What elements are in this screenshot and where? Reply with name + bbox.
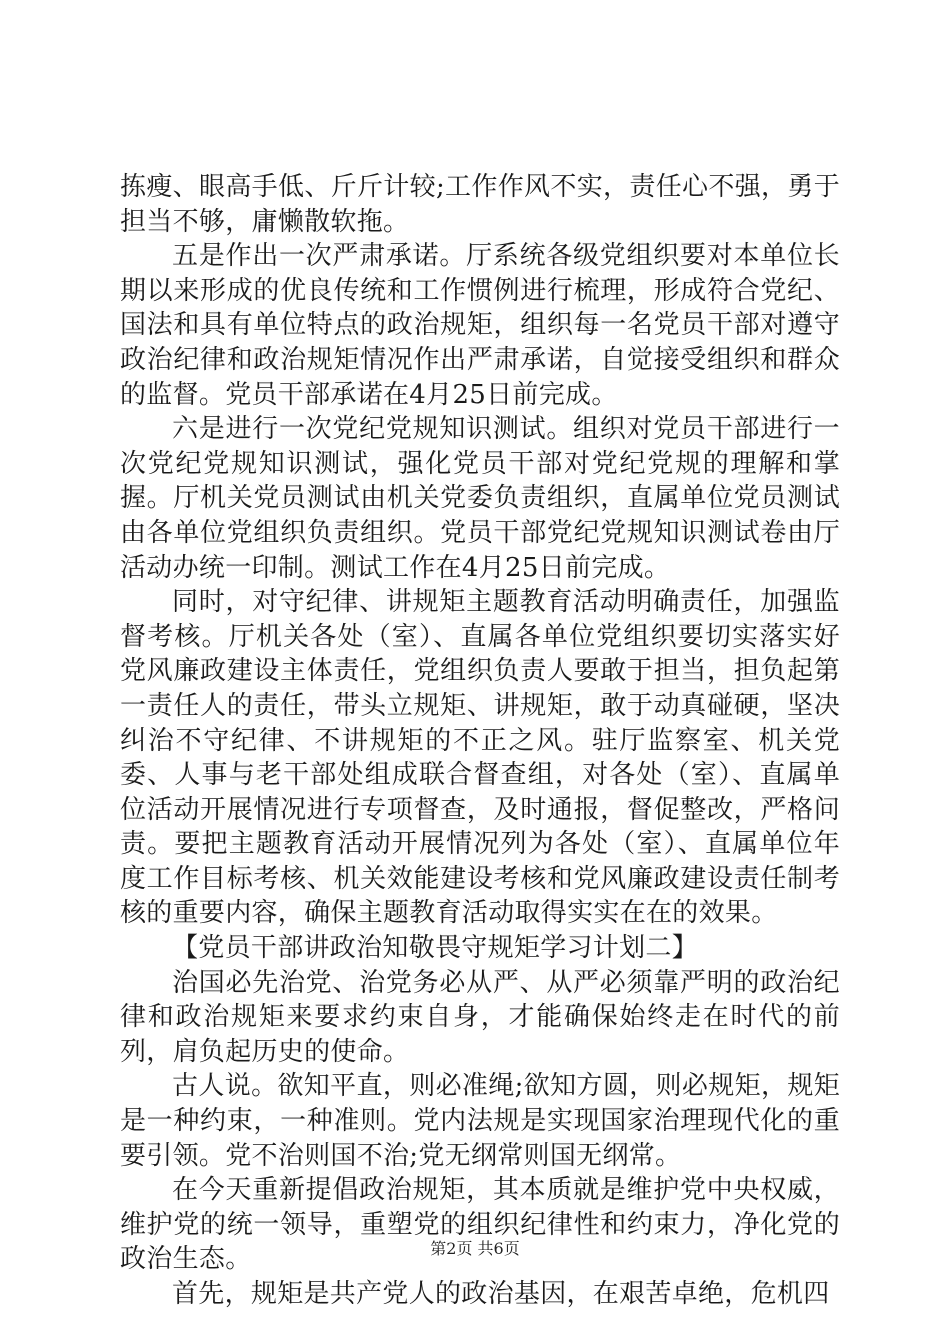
section-heading: 【党员干部讲政治知敬畏守规矩学习计划二】: [172, 933, 699, 964]
paragraph-3: 六是进行一次党纪党规知识测试。组织对党员干部进行一次党纪党规知识测试，强化党员干部对党纪党规的理解和掌握。厅机关党员测试由机关党委负责组织，直属单位党员测试由各单位党组织负责组织。党员干部党纪党规知识测试卷由厅活动办统一印制。测试工作在4月25日前完成。: [120, 414, 840, 583]
document-body: [120, 170, 840, 1312]
paragraph-4: 同时，对守纪律、讲规矩主题教育活动明确责任，加强监督考核。厅机关各处（室）、直属各单位党组织要切实落实好党风廉政建设主体责任，党组织负责人要敢于担当，担负起第一责任人的责任，带头立规矩、讲规矩，敢于动真碰硬，坚决纠治不守纪律、不讲规矩的不正之风。驻厅监察室、机关党委、人事与老干部处组成联合督查组，对各处（室）、直属单位活动开展情况进行专项督查，及时通报，督促整改，严格问责。要把主题教育活动开展情况列为各处（室）、直属单位年度工作目标考核、机关效能建设考核和党风廉政建设责任制考核的重要内容，确保主题教育活动取得实实在在的效果。: [120, 587, 840, 929]
paragraph-9: 首先，规矩是共产党人的政治基因，在艰苦卓绝，危机四: [172, 1279, 830, 1309]
paragraph-8: 在今天重新提倡政治规矩，其本质就是维护党中央权威，维护党的统一领导，重塑党的组织纪律性和约束力，净化党的政治生态。: [120, 1175, 840, 1275]
paragraph-7: 古人说。欲知平直，则必准绳;欲知方圆，则必规矩，规矩是一种约束，一种准则。党内法规是实现国家治理现代化的重要引领。党不治则国不治;党无纲常则国无纲常。: [120, 1071, 840, 1171]
page-number-footer: 第2页 共6页: [430, 1239, 520, 1258]
paragraph-6: 治国必先治党、治党务必从严、从严必须靠严明的政治纪律和政治规矩来要求约束自身，才能确保始终走在时代的前列，肩负起历史的使命。: [120, 967, 840, 1067]
paragraph-1: 拣瘦、眼高手低、斤斤计较;工作作风不实，责任心不强，勇于担当不够，庸懒散软拖。: [120, 172, 840, 237]
paragraph-2: 五是作出一次严肃承诺。厅系统各级党组织要对本单位长期以来形成的优良传统和工作惯例进行梳理，形成符合党纪、国法和具有单位特点的政治规矩，组织每一名党员干部对遵守政治纪律和政治规矩情况作出严肃承诺，自觉接受组织和群众的监督。党员干部承诺在4月25日前完成。: [120, 241, 840, 410]
